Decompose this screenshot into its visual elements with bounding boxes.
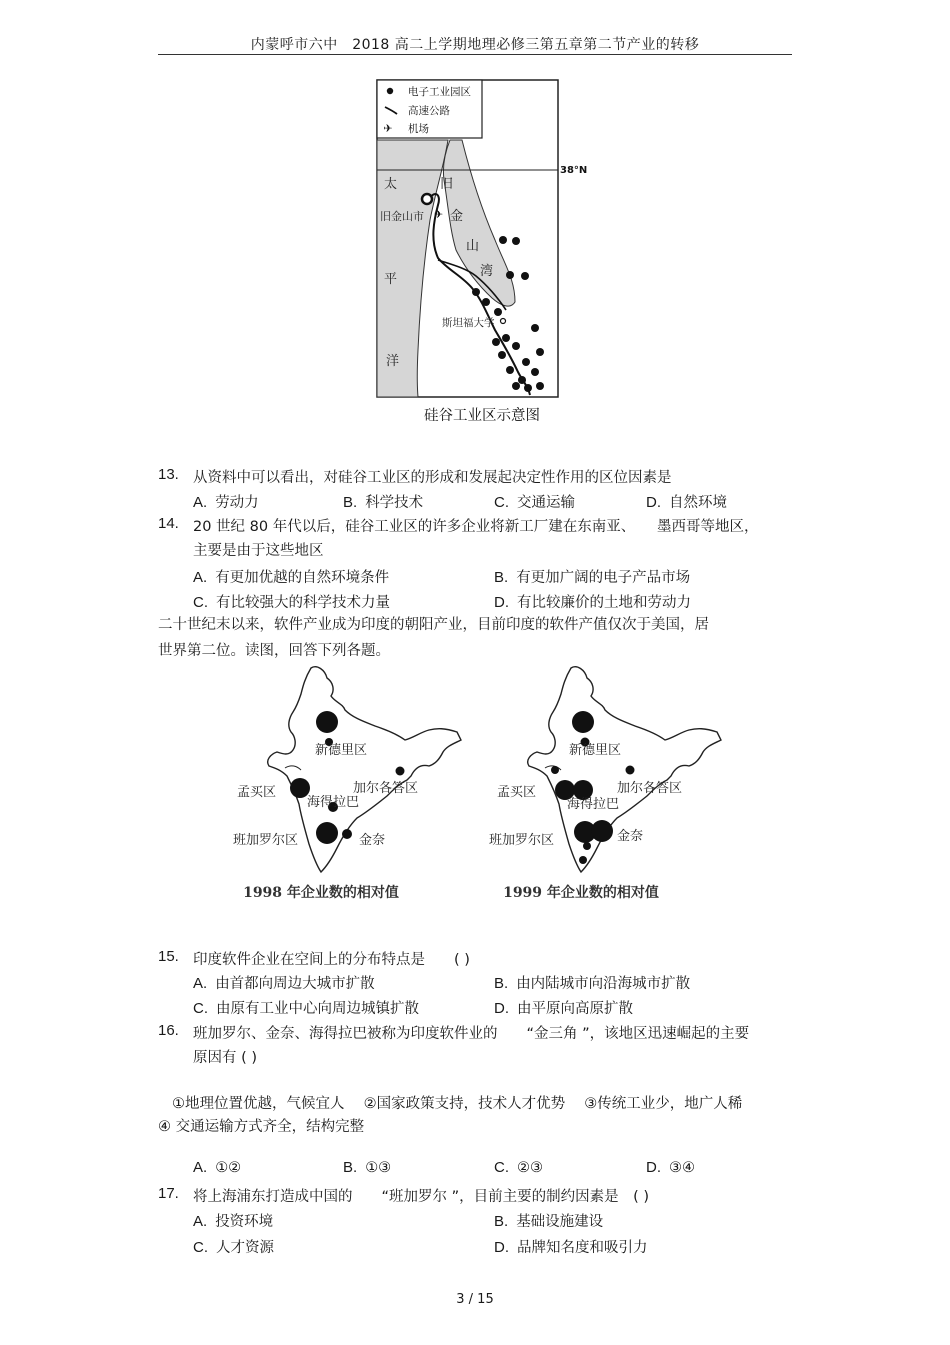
option-text: 由平原向高原扩散 bbox=[517, 1001, 633, 1017]
park-dot bbox=[531, 368, 539, 376]
map-label: 海得拉巴 bbox=[567, 797, 620, 812]
option-text: ①② bbox=[215, 1160, 242, 1176]
india-map-1998 bbox=[225, 660, 470, 910]
option[interactable] bbox=[193, 591, 390, 612]
bay-label: 旧 bbox=[440, 177, 454, 192]
option-letter: D. bbox=[494, 594, 509, 611]
option-text: 劳动力 bbox=[215, 495, 259, 511]
option-text: 有更加广阔的电子产品市场 bbox=[516, 570, 691, 586]
map-label: 新德里区 bbox=[315, 743, 368, 758]
option[interactable] bbox=[193, 1159, 241, 1176]
option[interactable] bbox=[343, 1159, 391, 1176]
option-text: ③④ bbox=[669, 1160, 695, 1176]
bay-label: 山 bbox=[466, 239, 480, 254]
ocean-label: 太 bbox=[384, 177, 398, 192]
park-dot bbox=[512, 342, 520, 350]
city-dot bbox=[551, 766, 559, 774]
option-letter: C. bbox=[193, 1239, 208, 1256]
park-dot bbox=[512, 382, 520, 390]
city-dot bbox=[316, 711, 338, 733]
map-caption: 1998 年企业数的相对值 bbox=[243, 885, 399, 901]
question-text: 主要是由于这些地区 bbox=[193, 543, 324, 559]
city-label: 旧金山市 bbox=[380, 210, 424, 223]
option-letter: D. bbox=[494, 1000, 509, 1017]
option-text: 由原有工业中心向周边城镇扩散 bbox=[216, 1001, 419, 1017]
park-dot bbox=[492, 338, 500, 346]
map-caption: 硅谷工业区示意图 bbox=[424, 408, 540, 424]
option-text: 由内陆城市向沿海城市扩散 bbox=[516, 976, 691, 992]
option-text: 有比较廉价的土地和劳动力 bbox=[517, 595, 691, 611]
option-letter: C. bbox=[494, 494, 509, 511]
question-number: 14. bbox=[158, 515, 179, 532]
option-text: 人才资源 bbox=[216, 1240, 274, 1256]
park-dot bbox=[536, 348, 544, 356]
option[interactable] bbox=[193, 1210, 273, 1231]
city-dot bbox=[579, 856, 587, 864]
map-label: 金奈 bbox=[359, 833, 386, 848]
option[interactable] bbox=[193, 997, 419, 1018]
map-label: 孟买区 bbox=[497, 785, 537, 800]
map-label: 金奈 bbox=[617, 829, 644, 844]
option-text: 有比较强大的科学技术力量 bbox=[216, 595, 390, 611]
option-text: 科学技术 bbox=[365, 495, 424, 511]
option-letter: D. bbox=[646, 1159, 661, 1176]
option[interactable] bbox=[494, 591, 691, 612]
question-number: 13. bbox=[158, 466, 179, 483]
park-dot bbox=[494, 308, 502, 316]
option-letter: C. bbox=[193, 1000, 208, 1017]
statements: ①地理位置优越，气候宜人 ②国家政策支持，技术人才优势 ③传统工业少，地广人稀 bbox=[172, 1096, 743, 1112]
option-text: 品牌知名度和吸引力 bbox=[517, 1240, 648, 1256]
page-number: 3 / 15 bbox=[456, 1292, 494, 1307]
park-dot bbox=[502, 334, 510, 342]
park-dot bbox=[472, 288, 480, 296]
passage-text: 世界第二位。读图，回答下列各题。 bbox=[158, 643, 390, 659]
stanford-marker bbox=[501, 319, 506, 324]
question-text: 原因有 ( ) bbox=[193, 1050, 258, 1066]
map-label: 海得拉巴 bbox=[307, 795, 360, 810]
legend-label: 机场 bbox=[408, 123, 429, 135]
option-text: 投资环境 bbox=[215, 1214, 274, 1230]
option[interactable] bbox=[193, 1236, 274, 1257]
option-letter: D. bbox=[646, 494, 661, 511]
option[interactable] bbox=[193, 491, 259, 512]
question-text: 20 世纪 80 年代以后，硅谷工业区的许多企业将新工厂建在东南亚、 墨西哥等地区， bbox=[193, 519, 759, 535]
bay-label: 湾 bbox=[480, 264, 494, 279]
dot-icon bbox=[387, 88, 393, 94]
option[interactable] bbox=[494, 1159, 543, 1176]
option[interactable] bbox=[494, 1236, 648, 1257]
option-text: ②③ bbox=[517, 1160, 543, 1176]
question-text: 从资料中可以看出，对硅谷工业区的形成和发展起决定性作用的区位因素是 bbox=[193, 470, 672, 486]
park-dot bbox=[512, 237, 520, 245]
option[interactable] bbox=[494, 997, 633, 1018]
legend-label: 高速公路 bbox=[408, 105, 450, 117]
option-letter: A. bbox=[193, 1159, 208, 1176]
option-text: 有更加优越的自然环境条件 bbox=[215, 570, 390, 586]
city-dot bbox=[583, 842, 591, 850]
airplane-icon: ✈ bbox=[434, 208, 444, 221]
option-letter: A. bbox=[193, 975, 208, 992]
option[interactable] bbox=[343, 491, 423, 512]
question-text: 将上海浦东打造成中国的 “班加罗尔 ”，目前主要的制约因素是 ( ) bbox=[193, 1189, 650, 1205]
legend-label: 电子工业园区 bbox=[408, 86, 471, 98]
passage-text: 二十世纪末以来，软件产业成为印度的朝阳产业，目前印度的软件产值仅次于美国，居 bbox=[158, 617, 709, 633]
stanford-label: 斯坦福大学 bbox=[442, 317, 495, 329]
park-dot bbox=[498, 351, 506, 359]
option-letter: D. bbox=[494, 1239, 509, 1256]
option-text: 基础设施建设 bbox=[516, 1214, 604, 1230]
page-header: 内蒙呼市六中 2018 高二上学期地理必修三第五章第二节产业的转移 bbox=[250, 37, 700, 53]
statements: ④ 交通运输方式齐全，结构完整 bbox=[158, 1119, 365, 1135]
latitude-label: 38°N bbox=[560, 165, 588, 176]
option-letter: A. bbox=[193, 569, 208, 586]
question-text: 印度软件企业在空间上的分布特点是 ( ) bbox=[193, 952, 470, 968]
option[interactable] bbox=[646, 1159, 695, 1176]
park-dot bbox=[531, 324, 539, 332]
map-label: 班加罗尔区 bbox=[233, 833, 299, 848]
park-dot bbox=[521, 272, 529, 280]
ocean-label: 洋 bbox=[386, 354, 400, 369]
option[interactable] bbox=[193, 566, 389, 587]
option[interactable] bbox=[193, 972, 375, 993]
option-letter: C. bbox=[494, 1159, 509, 1176]
park-dot bbox=[499, 236, 507, 244]
option-text: 由首都向周边大城市扩散 bbox=[215, 976, 375, 992]
option[interactable] bbox=[646, 491, 727, 512]
park-dot bbox=[482, 298, 490, 306]
silicon-valley-map bbox=[370, 80, 588, 432]
option-text: 自然环境 bbox=[669, 495, 727, 511]
option-letter: B. bbox=[343, 1159, 358, 1176]
option[interactable] bbox=[494, 972, 690, 993]
park-dot bbox=[506, 366, 514, 374]
map-label: 孟买区 bbox=[237, 785, 277, 800]
park-dot bbox=[536, 382, 544, 390]
option-letter: B. bbox=[494, 569, 509, 586]
map-label: 新德里区 bbox=[569, 743, 622, 758]
question-number: 16. bbox=[158, 1022, 179, 1039]
park-dot bbox=[522, 358, 530, 366]
map-label: 加尔各答区 bbox=[617, 781, 683, 796]
question-number: 17. bbox=[158, 1185, 179, 1202]
city-dot bbox=[396, 767, 405, 776]
option-text: 交通运输 bbox=[517, 495, 575, 511]
question-number: 15. bbox=[158, 948, 179, 965]
sf-city-marker bbox=[422, 194, 432, 204]
option[interactable] bbox=[494, 491, 575, 512]
india-map-1999 bbox=[485, 660, 735, 910]
city-dot bbox=[316, 822, 338, 844]
option-letter: C. bbox=[193, 594, 208, 611]
option-text: ①③ bbox=[365, 1160, 392, 1176]
park-dot bbox=[518, 376, 526, 384]
city-dot bbox=[591, 820, 613, 842]
city-dot bbox=[342, 829, 352, 839]
park-dot bbox=[524, 384, 532, 392]
header-rule bbox=[158, 54, 792, 55]
question-text: 班加罗尔、金奈、海得拉巴被称为印度软件业的 “金三角 ”，该地区迅速崛起的主要 bbox=[193, 1026, 750, 1042]
option-letter: A. bbox=[193, 494, 208, 511]
city-dot bbox=[626, 766, 635, 775]
map-label: 班加罗尔区 bbox=[489, 833, 555, 848]
option-letter: B. bbox=[494, 975, 509, 992]
ocean-label: 平 bbox=[384, 272, 398, 287]
map-caption: 1999 年企业数的相对值 bbox=[503, 885, 659, 901]
option-letter: B. bbox=[343, 494, 358, 511]
city-dot bbox=[572, 711, 594, 733]
park-dot bbox=[506, 271, 514, 279]
option[interactable] bbox=[494, 1210, 603, 1231]
option-letter: B. bbox=[494, 1213, 509, 1230]
option-letter: A. bbox=[193, 1213, 208, 1230]
map-label: 加尔各答区 bbox=[353, 781, 419, 796]
bay-label: 金 bbox=[450, 209, 464, 224]
airplane-icon: ✈ bbox=[383, 122, 393, 135]
option[interactable] bbox=[494, 566, 690, 587]
